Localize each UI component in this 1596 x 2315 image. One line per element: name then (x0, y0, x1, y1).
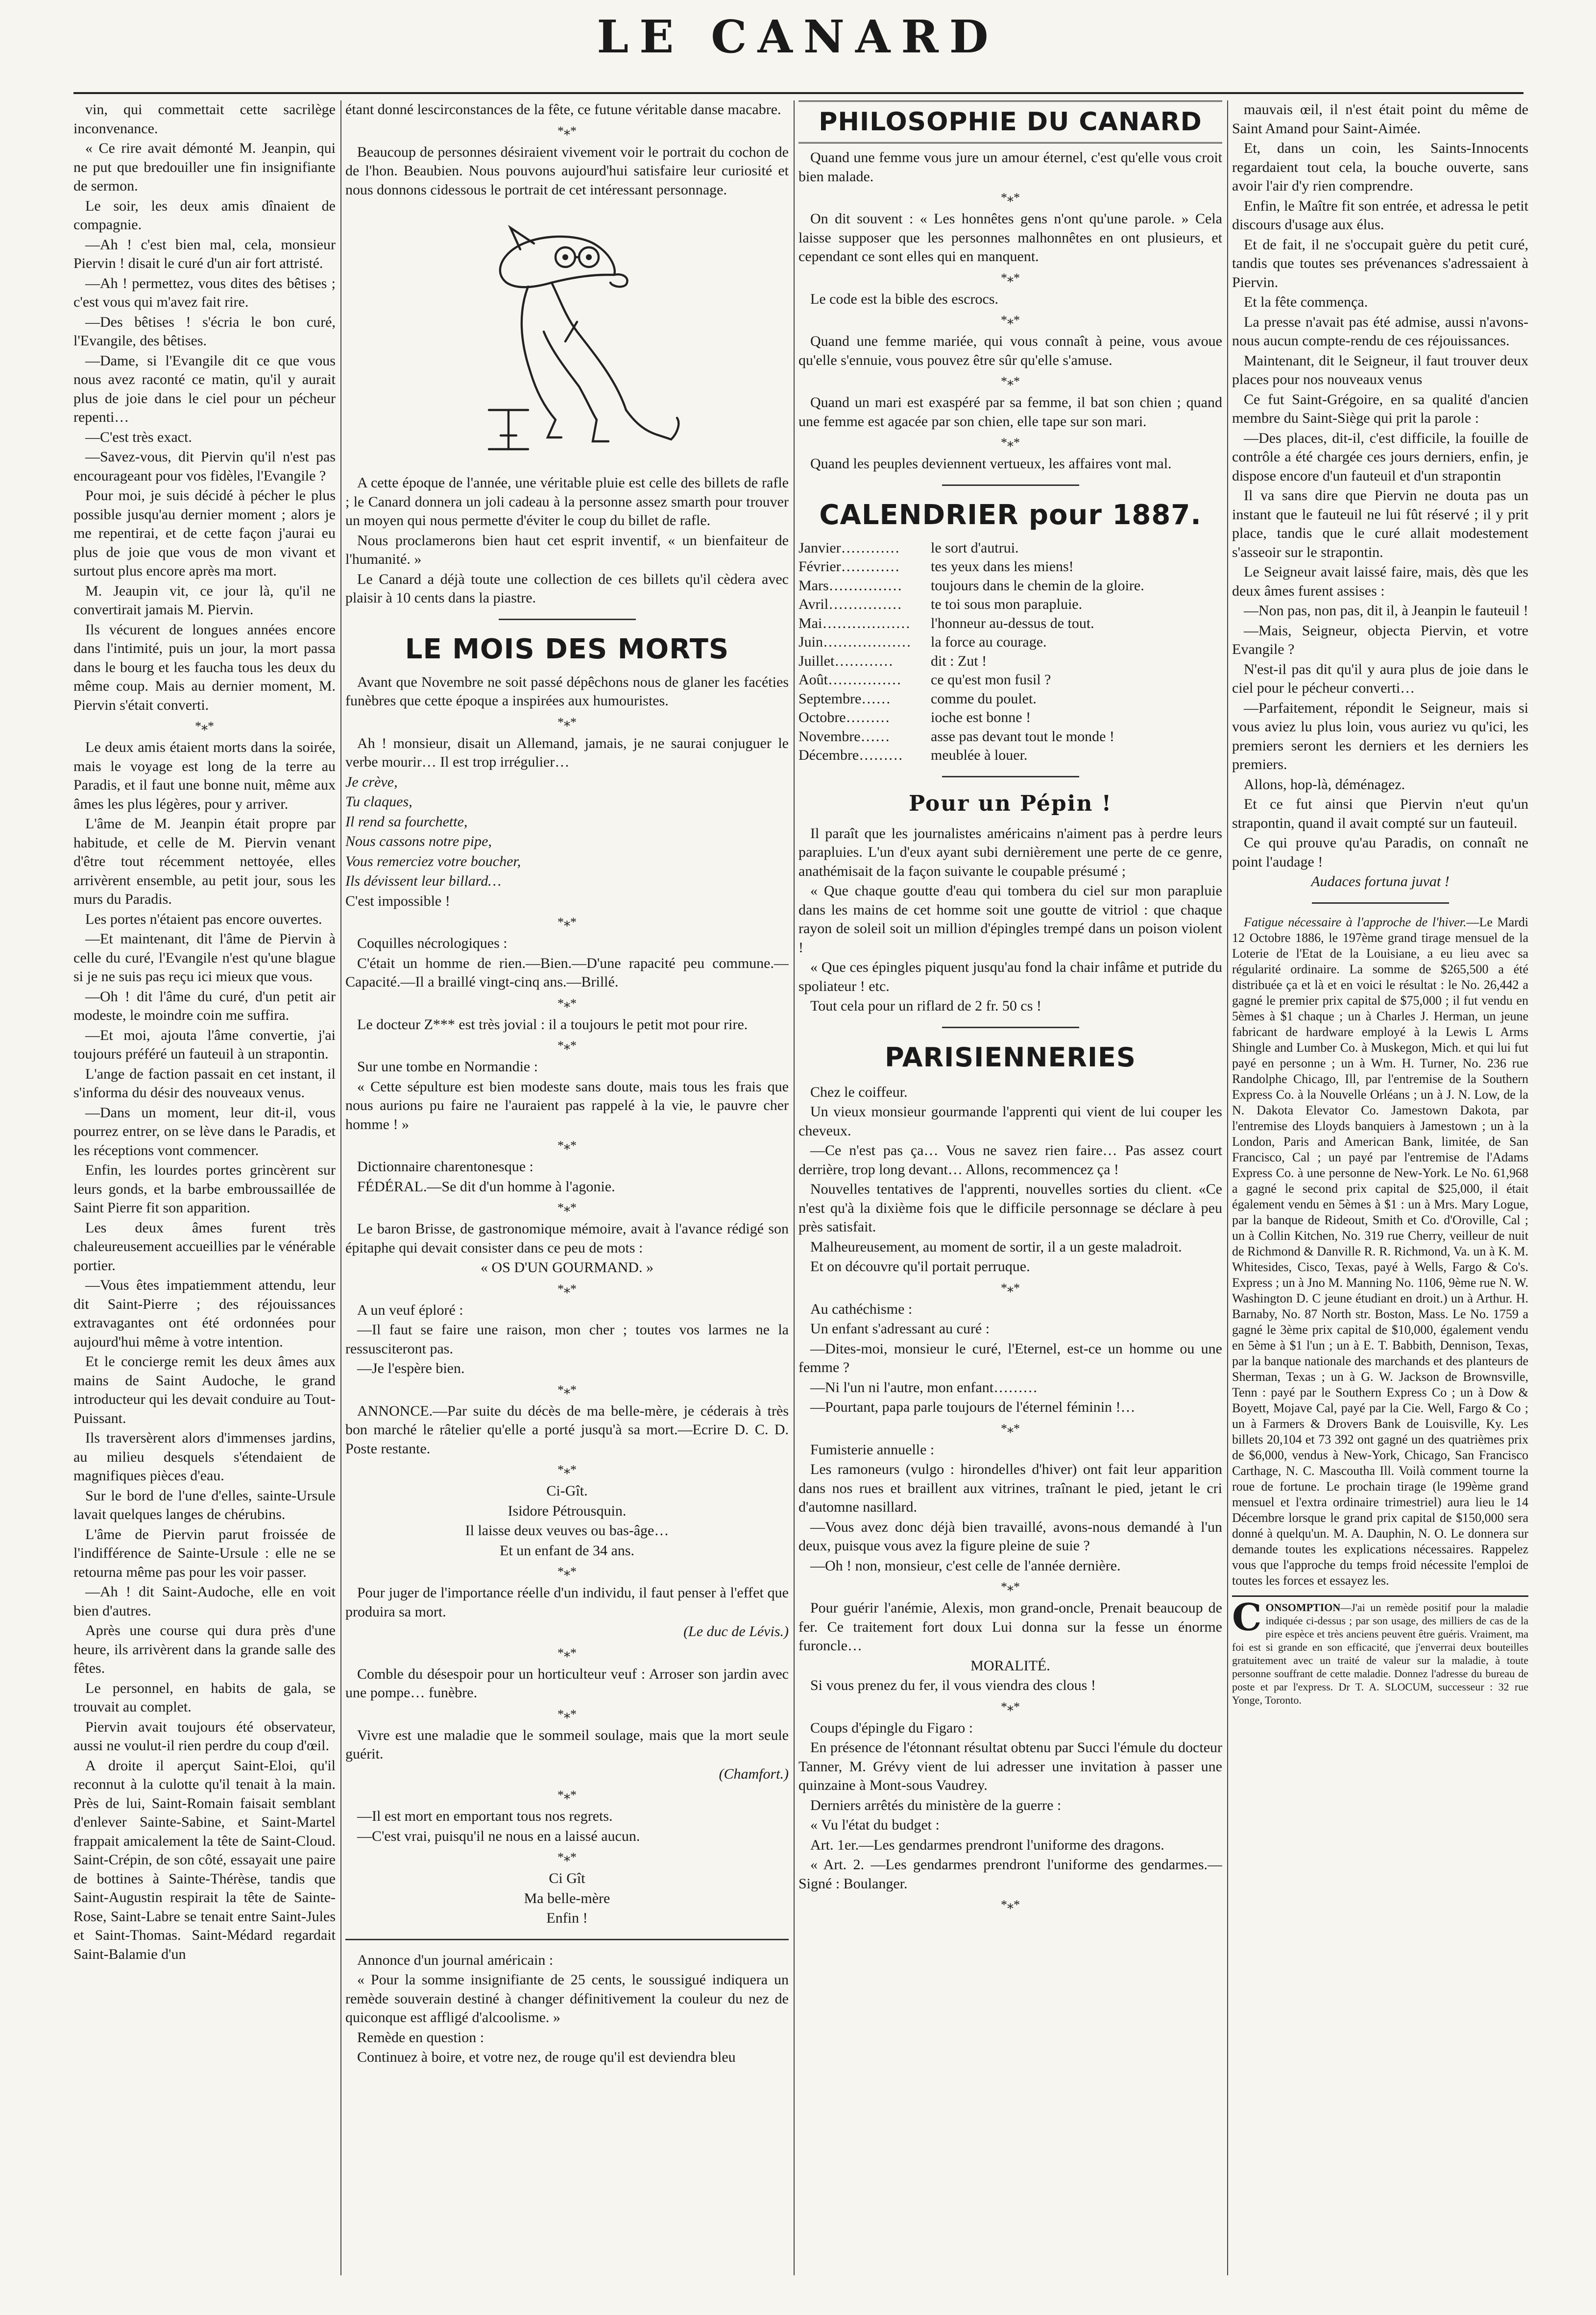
calendar-row (798, 671, 1222, 690)
paragraph: —Non pas, non pas, dit il, à Jeanpin le fauteuil ! (1244, 603, 1528, 619)
epitaph-line: Ci-Gît. (546, 1483, 588, 1499)
paragraph: « Pour la somme insignifiante de 25 cents, le soussigué indiquera un remède souverain destiné à changer définitivement la couleur du nez de quiconque est affligé d'alcoolisme. » (345, 1972, 789, 2026)
calendar-text: ioche est bonne ! (931, 709, 1031, 725)
asterism: *⁎* (1001, 1580, 1020, 1594)
column-4 (1232, 100, 1528, 2300)
paragraph: ANNONCE.—Par suite du décès de ma belle-mère, je céderais à très bon marché le râtelier qu'elle a porté jusqu'à sa mort.—Ecrire D. C. D. Poste restante. (345, 1402, 789, 1457)
paragraph: Le docteur Z*** est très jovial : il a toujours le petit mot pour rire. (357, 1016, 748, 1033)
paragraph: —Oh ! non, monsieur, c'est celle de l'année dernière. (810, 1557, 1121, 1574)
paragraph: —Vous êtes impatiemment attendu, leur dit Saint-Pierre ; des réjouissances extravagantes ont été ordonnées pour aujourd'hui même à votre intention. (73, 1277, 336, 1350)
calendar-text: l'honneur au-dessus de tout. (931, 615, 1094, 631)
paragraph: vin, qui commettait cette sacrilège inconvenance. (73, 101, 336, 137)
advert-text: —J'ai un remède positif pour la maladie indiquée ci-dessus ; par son usage, des milliers de cas de la pire espèce et très anciens peuvent être guéris. Vraiment, ma foi est si grande en son efficacité, que j'enverrai deux bouteilles gratuitement avec un traité de valeur sur la maladie, à toute personne souffrant de cette maladie. Donnez l'adresse du bureau de poste et par l'express. Dr T. A. SLOCUM, successeur : 32 rue Yonge, Toronto. (1232, 1601, 1528, 1706)
paragraph: Il va sans dire que Piervin ne douta pas un instant que le fauteuil ne lui fût réservé ; il y prit place, tandis que le curé allait modestement s'asseoir sur le strapontin. (1232, 487, 1528, 560)
paragraph: Et de fait, il ne s'occupait guère du petit curé, tandis que toutes ses prévenances s'adressaient à Piervin. (1232, 236, 1528, 290)
paragraph: Le code est la bible des escrocs. (810, 290, 999, 307)
calendar-text: asse pas devant tout le monde ! (931, 728, 1114, 745)
drop-cap: C (1232, 1595, 1262, 1639)
asterism: *⁎* (557, 1645, 577, 1660)
calendar-row (798, 577, 1222, 596)
paragraph: —Vous avez donc déjà bien travaillé, avons-nous demandé à l'un deux, puisque vous avez la figure pleine de suie ? (798, 1519, 1222, 1554)
paragraph: —Mais, Seigneur, objecta Piervin, et votre Evangile ? (1232, 622, 1528, 657)
asterism: *⁎* (557, 715, 577, 729)
paragraph: Chez le coiffeur. (810, 1084, 908, 1100)
calendar-month: Juin……………… (798, 634, 912, 650)
paragraph: Et la fête commença. (1244, 294, 1368, 310)
section-heading-parisienneries: PARISIENNERIES (885, 1041, 1136, 1073)
paragraph: Dictionnaire charentonesque : (357, 1158, 533, 1175)
paragraph: Pour moi, je suis décidé à pécher le plus possible jusqu'au dernier moment ; alors je me repentirai, et de cette façon j'aurai eu plus de joie que vous de mon vivant et surtout plus encore après ma mort. (73, 487, 336, 579)
paragraph: mauvais œil, il n'est était point du même de Saint Amand pour Saint-Aimée. (1232, 101, 1528, 137)
asterism: *⁎* (557, 1707, 577, 1721)
asterism: *⁎* (1001, 1421, 1020, 1436)
paragraph: Maintenant, dit le Seigneur, il faut trouver deux places pour nos nouveaux venus (1232, 352, 1528, 387)
paragraph: Il paraît que les journalistes américains n'aiment pas à perdre leurs parapluies. L'un d'eux ayant subi dernièrement une perte de ce genre, anathémisait de la façon suivante le coupable présumé ; (798, 825, 1222, 879)
paragraph: Vivre est une maladie que le sommeil soulage, mais que la mort seule guérit. (345, 1727, 789, 1762)
paragraph: —Et maintenant, dit l'âme de Piervin à celle du curé, l'Evangile n'est qu'une blague si je ne suis pas reçu ici mieux que vous. (73, 931, 336, 985)
paragraph: En présence de l'étonnant résultat obtenu par Succi l'émule du docteur Tanner, M. Grévy vient de lui adresser une invitation à passer une quinzaine à Mont-sous Vaudrey. (798, 1739, 1222, 1793)
asterism: *⁎* (1001, 374, 1020, 388)
asterism: *⁎* (1001, 1699, 1020, 1714)
asterism: *⁎* (195, 719, 214, 733)
calendar-row (798, 633, 1222, 652)
epitaph-line: Ci Gît (549, 1870, 585, 1886)
consomption-advert (1232, 1595, 1528, 1707)
paragraph: N'est-il pas dit qu'il y aura plus de joie dans le ciel pour le pécheur converti… (1232, 661, 1528, 696)
paragraph: L'ange de faction passait en cet instant, il s'informa du désir des nouveaux venus. (73, 1065, 336, 1101)
paragraph: Art. 1er.—Les gendarmes prendront l'uniforme des dragons. (810, 1836, 1164, 1853)
paragraph: Ils vécurent de longues années encore dans l'intimité, puis un jour, la mort passa dans le bourg et les faucha tous les deux du même coup. Mais au dernier moment, M. Piervin s'était converti. (73, 621, 336, 713)
paragraph: Le personnel, en habits de gala, se trouvait au complet. (73, 1680, 336, 1715)
separator (499, 619, 636, 620)
paragraph: Et on découvre qu'il portait perruque. (810, 1258, 1030, 1275)
paragraph: Ils traversèrent alors d'immenses jardins, au milieu desquels s'étendaient de magnifiques pièces d'eau. (73, 1430, 336, 1484)
paragraph: Quand une femme mariée, qui vous connaît à peine, vous avoue qu'elle s'ennuie, vous pouvez être sûr qu'elle s'amuse. (798, 333, 1222, 368)
paragraph: —Dame, si l'Evangile dit ce que vous nous avez raconté ce matin, qu'il y aurait plus de joie dans le ciel pour un pécheur repenti… (73, 352, 336, 425)
asterism: *⁎* (557, 1038, 577, 1053)
column-1 (73, 100, 336, 2300)
calendar-month: Janvier………… (798, 539, 900, 556)
calendar-text: toujours dans le chemin de la gloire. (931, 577, 1144, 594)
asterism: *⁎* (557, 1463, 577, 1477)
paragraph: A droite il aperçut Saint-Eloi, qu'il reconnut à la culotte qu'il tenait à la main. Près de lui, Saint-Romain faisait semblant d'enlever Sainte-Sabine, et Saint-Martel frappait amicalement la tête de Saint-Cloud. Saint-Crépin, de son côté, essayait une paire de bottines à Sainte-Thérèse, tandis que Saint-Augustin respirait la tête de Sainte-Rose, Saint-Labre se tenait entre Saint-Jules et Saint-Thomas. Saint-Médard regardait Saint-Balamie d'un (73, 1757, 336, 1962)
calendar-month: Mars…………… (798, 577, 902, 594)
paragraph: —Des places, dit-il, c'est difficile, la fouille de contrôle a été chargée ces jours derniers, enfin, je dispose encore d'un fauteuil et d'un strapontin (1232, 430, 1528, 484)
lottery-lead: Fatigue nécessaire à l'approche de l'hiver. (1244, 915, 1467, 929)
calendar-text: meublée à louer. (931, 747, 1028, 763)
calendar-month: Février………… (798, 558, 900, 575)
paragraph: —Dans un moment, leur dit-il, vous pourrez entrer, on se lève dans le Paradis, et les réceptions vont commencer. (73, 1104, 336, 1158)
paragraph: —Et moi, ajouta l'âme convertie, j'ai toujours préféré un fauteuil à un strapontin. (73, 1027, 336, 1062)
asterism: *⁎* (557, 996, 577, 1011)
paragraph: Le Canard a déjà toute une collection de ces billets qu'il cèdera avec plaisir à 10 cents dans la piastre. (345, 571, 789, 606)
paragraph: Annonce d'un journal américain : (357, 1952, 554, 1968)
paragraph: Sur le bord de l'une d'elles, sainte-Ursule lavait quelques langes de chérubins. (73, 1487, 336, 1522)
paragraph: Sur une tombe en Normandie : (357, 1059, 538, 1075)
paragraph: FÉDÉRAL.—Se dit d'un homme à l'agonie. (357, 1178, 615, 1195)
section-heading-pepin: Pour un Pépin ! (908, 791, 1112, 816)
paragraph: étant donné lescirconstances de la fête, ce futune véritable danse macabre. (345, 101, 781, 118)
paragraph: L'âme de M. Jeanpin était propre par habitude, et celle de M. Piervin venant d'être tout récemment nettoyée, elles arrivèrent ensemble, au petit jour, sous les murs du Paradis. (73, 816, 336, 907)
attribution: (Chamfort.) (719, 1765, 789, 1782)
paragraph: Coups d'épingle du Figaro : (810, 1719, 973, 1736)
asterism: *⁎* (557, 1850, 577, 1864)
paragraph: Malheureusement, au moment de sortir, il a un geste maladroit. (810, 1238, 1182, 1255)
calendar-row (798, 614, 1222, 633)
epitaph-line: « OS D'UN GOURMAND. » (481, 1259, 653, 1276)
epitaph-line: Et un enfant de 34 ans. (500, 1542, 634, 1559)
paragraph: « Ce rire avait démonté M. Jeanpin, qui ne put que bredouiller une fin insignifiante de sermon. (73, 140, 336, 194)
paragraph: L'âme de Piervin parut froissée de l'indifférence de Sainte-Ursule : elle ne se retourna même pas pour les voir passer. (73, 1526, 336, 1580)
asterism: *⁎* (557, 1138, 577, 1153)
pig-portrait-illustration (450, 214, 685, 459)
section-heading-mois-des-morts: LE MOIS DES MORTS (405, 633, 729, 665)
paragraph: —Dites-moi, monsieur le curé, l'Eternel, est-ce un homme ou une femme ? (798, 1340, 1222, 1375)
separator (345, 1939, 789, 1940)
paragraph: Le soir, les deux amis dînaient de compagnie. (73, 197, 336, 233)
calendar-text: le sort d'autrui. (931, 539, 1019, 556)
paragraph: La presse n'avait pas été admise, aussi n'avons-nous aucun compte-rendu de ces réjouissances. (1232, 313, 1528, 349)
calendar-row (798, 746, 1222, 765)
paragraph: C'était un homme de rien.—Bien.—D'une rapacité peu commune.—Capacité.—Il a braillé vingt-cinq ans.—Brillé. (345, 955, 789, 990)
paragraph: « Que ces épingles piquent jusqu'au fond la chair infâme et putride du spoliateur ! etc. (798, 959, 1222, 994)
advert-heading: ONSOMPTION (1265, 1601, 1341, 1614)
conjugation-line: Je crève, (345, 773, 398, 790)
paragraph: Piervin avait toujours été observateur, aussi ne voulut-il rien perdre du coup d'œil. (73, 1718, 336, 1754)
separator (942, 776, 1079, 777)
calendar-list (798, 539, 1222, 765)
paragraph: Quand les peuples deviennent vertueux, les affaires vont mal. (810, 456, 1172, 472)
paragraph: Le deux amis étaient morts dans la soirée, mais le voyage est long de la terre au Paradis, et il faut une bonne nuit, même aux âmes les plus légères, pour y arriver. (73, 739, 336, 812)
paragraph: A cette époque de l'année, une véritable pluie est celle des billets de rafle ; le Canard donnera un joli cadeau à la personne assez smarth pour trouver un moyen qui nous permette d'éviter le coup du billet de rafle. (345, 475, 789, 529)
asterism: *⁎* (557, 1201, 577, 1215)
paragraph: Coquilles nécrologiques : (357, 935, 508, 951)
paragraph: Beaucoup de personnes désiraient vivement voir le portrait du cochon de de l'hon. Beaubien. Nous pouvons aujourd'hui satisfaire leur curiosité et nous donnons cidessous le portrait de cet intéressant personnage. (345, 144, 789, 198)
calendar-month: Septembre…… (798, 690, 891, 707)
epitaph-line: Ma belle-mère (524, 1890, 610, 1906)
paragraph: « Que chaque goutte d'eau qui tombera du ciel sur mon parapluie dans les mains de cet homme soit une goutte de vitriol : que chaque rayon de soleil soit un million d'épingles trempé dans un poison violent ! (798, 883, 1222, 956)
epitaph-line: Enfin ! (546, 1910, 588, 1926)
paragraph: Tout cela pour un riflard de 2 fr. 50 cs ! (810, 998, 1041, 1014)
paragraph: Les portes n'étaient pas encore ouvertes. (85, 911, 322, 927)
column-3 (798, 100, 1222, 2300)
epitaph-line: Isidore Pétrousquin. (508, 1502, 627, 1519)
paragraph: —Ni l'un ni l'autre, mon enfant……… (810, 1379, 1038, 1396)
calendar-month: Décembre……… (798, 747, 903, 763)
separator (942, 484, 1079, 486)
calendar-month: Octobre……… (798, 709, 890, 725)
separator (1312, 902, 1449, 904)
section-heading-philosophie: PHILOSOPHIE DU CANARD (798, 100, 1222, 144)
conjugation-line: Tu claques, (345, 794, 412, 810)
paragraph: Enfin, les lourdes portes grincèrent sur leurs gonds, et la barbe embroussaillée de Saint Pierre fit son apparition. (73, 1162, 336, 1216)
asterism: *⁎* (1001, 270, 1020, 285)
paragraph: —C'est très exact. (85, 429, 192, 445)
motto: Audaces fortuna juvat ! (1311, 873, 1450, 890)
calendar-text: te toi sous mon parapluie. (931, 596, 1083, 612)
paragraph: Les ramoneurs (vulgo : hirondelles d'hiver) ont fait leur apparition dans nos rues et braillent aux vitrines, traînant le pied, jetant le cri d'automne nasillard. (798, 1461, 1222, 1515)
paragraph: Avant que Novembre ne soit passé dépêchons nous de glaner les facéties funèbres que cette époque a inspirées aux humouristes. (345, 674, 789, 709)
asterism: *⁎* (1001, 1898, 1020, 1912)
paragraph: Les deux âmes furent très chaleureusement accueillies par le vénérable portier. (73, 1219, 336, 1274)
paragraph: Un vieux monsieur gourmande l'apprenti qui vient de lui couper les cheveux. (798, 1104, 1222, 1139)
attribution: (Le duc de Lévis.) (683, 1623, 789, 1640)
conjugation-line: Vous remerciez votre boucher, (345, 853, 521, 869)
conjugation-line: Nous cassons notre pipe, (345, 833, 492, 849)
paragraph: —Ce n'est pas ça… Vous ne savez rien faire… Pas assez court derrière, trop long devant… Allons, recommencez ça ! (798, 1142, 1222, 1178)
asterism: *⁎* (1001, 313, 1020, 327)
asterism: *⁎* (557, 1281, 577, 1296)
paragraph: Allons, hop-là, déménagez. (1244, 776, 1405, 793)
paragraph: —Je l'espère bien. (357, 1360, 465, 1376)
conjugation-line: Il rend sa fourchette, (345, 813, 468, 830)
paragraph: Si vous prenez du fer, il vous viendra des clous ! (810, 1677, 1096, 1693)
paragraph: Enfin, le Maître fit son entrée, et adressa le petit discours d'usage aux élus. (1232, 197, 1528, 233)
paragraph: Quand un mari est exaspéré par sa femme, il bat son chien ; quand une femme est agacée par son chien, elle tape sur son mari. (798, 394, 1222, 430)
paragraph: Quand une femme vous jure un amour éternel, c'est qu'elle vous croit bien malade. (798, 149, 1222, 185)
paragraph: Un enfant s'adressant au curé : (810, 1321, 990, 1337)
asterism: *⁎* (1001, 435, 1020, 450)
calendar-text: tes yeux dans les miens! (931, 558, 1074, 575)
paragraph: Nous proclamerons bien haut cet esprit inventif, « un bienfaiteur de l'humanité. » (345, 532, 789, 567)
paragraph: Pour guérir l'anémie, Alexis, mon grand-oncle, Prenait beaucoup de fer. Ce traitement fort doux Lui donna sur la fesse un énorme furoncle… (798, 1600, 1222, 1654)
conjugation-line: Ils dévissent leur billard… (345, 873, 502, 889)
section-heading-calendrier: CALENDRIER pour 1887. (819, 499, 1202, 531)
paragraph: Le Seigneur avait laissé faire, mais, dès que les deux âmes furent assises : (1232, 564, 1528, 599)
moralite-label: MORALITÉ. (970, 1657, 1050, 1674)
calendar-row (798, 690, 1222, 709)
calendar-row (798, 595, 1222, 614)
paragraph: Et, dans un coin, les Saints-Innocents regardaient tout cela, la bouche ouverte, sans avoir l'air d'y rien comprendre. (1232, 140, 1528, 194)
calendar-text: dit : Zut ! (931, 652, 987, 669)
column-2 (345, 100, 789, 2300)
paragraph: On dit souvent : « Les honnêtes gens n'ont qu'une parole. » Cela laisse supposer que les personnes malhonnêtes en ont plusieurs, et cependant ce sont elles qui en manquent. (798, 211, 1222, 265)
paragraph: Au cathéchisme : (810, 1301, 913, 1317)
paragraph: —Ah ! c'est bien mal, cela, monsieur Piervin ! disait le curé d'un air fort attristé. (73, 236, 336, 271)
paragraph: —Parfaitement, répondit le Seigneur, mais si vous aviez lu plus loin, vous auriez vu qu'ici, les premiers seront les derniers et les derniers les premiers. (1232, 699, 1528, 772)
paragraph: « Vu l'état du budget : (810, 1817, 940, 1833)
asterism: *⁎* (557, 1788, 577, 1802)
asterism: *⁎* (557, 123, 577, 138)
paragraph: —Ah ! permettez, vous dites des bêtises ; c'est vous qui m'avez fait rire. (73, 275, 336, 310)
column-divider (1227, 100, 1228, 2275)
paragraph: Fumisterie annuelle : (810, 1441, 935, 1458)
paragraph: —Oh ! dit l'âme du curé, d'un petit air modeste, le moindre coin me suffira. (73, 988, 336, 1023)
paragraph: Ce fut Saint-Grégoire, en sa qualité d'ancien membre du Saint-Siège qui prit la parole : (1232, 391, 1528, 426)
column-divider (794, 100, 795, 2275)
paragraph: C'est impossible ! (345, 892, 450, 909)
paragraph: Pour juger de l'importance réelle d'un individu, il faut penser à l'effet que produira sa mort. (345, 1585, 789, 1620)
calendar-month: Juillet………… (798, 652, 894, 669)
paragraph: Et le concierge remit les deux âmes aux mains de Saint Audoche, le grand introducteur qui les devait conduire au Tout-Puissant. (73, 1353, 336, 1426)
separator (942, 1027, 1079, 1028)
asterism: *⁎* (1001, 1280, 1020, 1295)
paragraph: —Savez-vous, dit Piervin qu'il n'est pas encourageant pour vos fidèles, l'Evangile ? (73, 449, 336, 484)
calendar-text: ce qu'est mon fusil ? (931, 672, 1051, 688)
calendar-month: Août…………… (798, 672, 901, 688)
epitaph-line: Il laisse deux veuves ou bas-âge… (465, 1522, 669, 1539)
paragraph: —Pourtant, papa parle toujours de l'éternel féminin !… (810, 1399, 1136, 1415)
paragraph: —Il faut se faire une raison, mon cher ; toutes vos larmes ne la ressusciteront pas. (345, 1322, 789, 1357)
paragraph: —Il est mort en emportant tous nos regrets. (357, 1808, 613, 1824)
paragraph: Le baron Brisse, de gastronomique mémoire, avait à l'avance rédigé son épitaphe qui devait consister dans ce peu de mots : (345, 1221, 789, 1256)
asterism: *⁎* (557, 1382, 577, 1397)
paragraph: A un veuf éploré : (357, 1302, 463, 1318)
paragraph: —Des bêtises ! s'écria le bon curé, l'Evangile, des bêtises. (73, 313, 336, 349)
calendar-row (798, 539, 1222, 558)
lottery-notice (1232, 915, 1528, 1589)
paragraph: M. Jeaupin vit, ce jour là, qu'il ne convertirait jamais M. Piervin. (73, 582, 336, 618)
asterism: *⁎* (1001, 191, 1020, 205)
paragraph: « Cette sépulture est bien modeste sans doute, mais tous les frais que nous aurions pu faire ne l'auraient pas rappelé à la vie, le pauvre cher homme ! » (345, 1078, 789, 1133)
paragraph: Continuez à boire, et votre nez, de rouge qu'il est deviendra bleu (357, 2049, 736, 2065)
calendar-text: la force au courage. (931, 634, 1047, 650)
lottery-text: —Le Mardi 12 Octobre 1886, le 197ème grand tirage mensuel de la Loterie de l'Etat de la Louisiane, a eu lieu avec sa régularité ordinaire. La somme de $265,500 a été distribuée ça et là et en voici le résultat : le No. 26,442 a gagné le premier prix capital de $75,000 ; il fut vendu en 5èmes à $1 chaque ; un à Charles J. Herman, un jeune fabricant de hardware employé à la Lewis L Arms Shingle and Lumber Co. à Muskegon, Mich. et qui lui fut payé en personne ; un à Wm. H. Turner, No. 236 rue Randolphe Chicago, Ill, par l'entremise de la Southern Express Co. à la Nouvelle Orléans ; un à J. N. Low, de la N. Dakota Elevator Co. Jamestown Dakota, par l'entremise des Lloyds banquiers à Jamestown ; un à la London, Paris and American Bank, limitée, de San Francisco, Cal ; un payé par l'entremise de l'Adams Express Co. à une personne de New-York. Le No. 61,968 a gagné le second prix capital de $25,000, il était également vendu en 5èmes à $1 : un à Mrs. Mary Logue, par la banque de Rideout, Smith et Co. d'Oroville, Cal ; un à Collin Kitchen, No. 319 rue Cherry, veilleur de nuit de Richmond & Danville R. R. Richmond, Va. un à K. M. Whitesides, Cisco, Texas, payé à Wells, Fargo & Co's. Express ; un à Jno M. Manning No. 1106, 9ème rue N. W. Washington D. C jeune étudiant en droit.) un à Arthur. H. Barnaby, No. 87 North str. Boston, Mass. Le No. 1759 a gagné le 3ème prix capital de $10,000, également vendu en 5ème à $1 l'un ; un à E. T. Babbith, Dennison, Texas, par la banque nationale des marchands et des planteurs de Sherman, Texas ; un à G. W. Jackson de Brownsville, Tenn : payé par le Southern Express Co ; un à Dow & Boyett, Mojave Cal, payé par la Cie. Well, Fargo & Co ; un à Farmers & Drovers Bank de Louisville, Ky. Les billets 20,104 et 73 392 ont gagné un des quatrièmes prix de $6,000, vendus à New-York, Chicago, San Francisco Carthage, N. C. Mascoutha Ill. Voilà comment tourne la roue de fortune. Le prochain tirage (le 199ème grand mensuel et l'extra ordinaire trimestriel) aura lieu le 14 Décembre lorsque le grand prix capital de $150,000 sera donné à quelqu'un. M. A. Dauphin, N. O. Le donnera sur demande toutes les explications nécessaires. Rappelez vous que l'approche du temps froid nécessite l'emploi de toutes les forces et essayez les. (1232, 915, 1528, 1588)
asterism: *⁎* (557, 1565, 577, 1579)
asterism: *⁎* (557, 915, 577, 929)
paragraph: Derniers arrêtés du ministère de la guerre : (810, 1797, 1062, 1813)
calendar-month: Novembre…… (798, 728, 890, 745)
calendar-month: Avril…………… (798, 596, 902, 612)
masthead-rule (73, 92, 1523, 94)
paragraph: Nouvelles tentatives de l'apprenti, nouvelles sorties du client. «Ce n'est qu'à la dixième fois que le difficile personnage se déclare à peu près satisfait. (798, 1181, 1222, 1235)
paragraph: Après une course qui dura près d'une heure, ils arrivèrent dans la grande salle des fêtes. (73, 1622, 336, 1676)
column-divider (340, 100, 341, 2275)
masthead (0, 0, 1596, 73)
calendar-row (798, 557, 1222, 577)
paragraph: Comble du désespoir pour un horticulteur veuf : Arroser son jardin avec une pompe… funèbre. (345, 1665, 789, 1701)
paragraph: —Ah ! dit Saint-Audoche, elle en voit bien d'autres. (73, 1584, 336, 1619)
paragraph: Ce qui prouve qu'au Paradis, on connaît ne point l'audage ! (1232, 835, 1528, 870)
paragraph: Et ce fut ainsi que Piervin n'eut qu'un strapontin, quand il avait compté sur un fauteuil. (1232, 796, 1528, 831)
calendar-row (798, 708, 1222, 727)
newspaper-title: LE CANARD (597, 10, 999, 63)
calendar-text: comme du poulet. (931, 690, 1037, 707)
paragraph: —C'est vrai, puisqu'il ne nous en a laissé aucun. (357, 1828, 640, 1844)
paragraph: Ah ! monsieur, disait un Allemand, jamais, je ne saurai conjuguer le verbe mourir… Il est trop irrégulier… (345, 735, 789, 770)
paragraph: « Art. 2. —Les gendarmes prendront l'uniforme des gendarmes.—Signé : Boulanger. (798, 1857, 1222, 1892)
calendar-month: Mai……………… (798, 615, 911, 631)
calendar-row (798, 652, 1222, 671)
paragraph: Remède en question : (357, 2029, 484, 2046)
calendar-row (798, 727, 1222, 747)
